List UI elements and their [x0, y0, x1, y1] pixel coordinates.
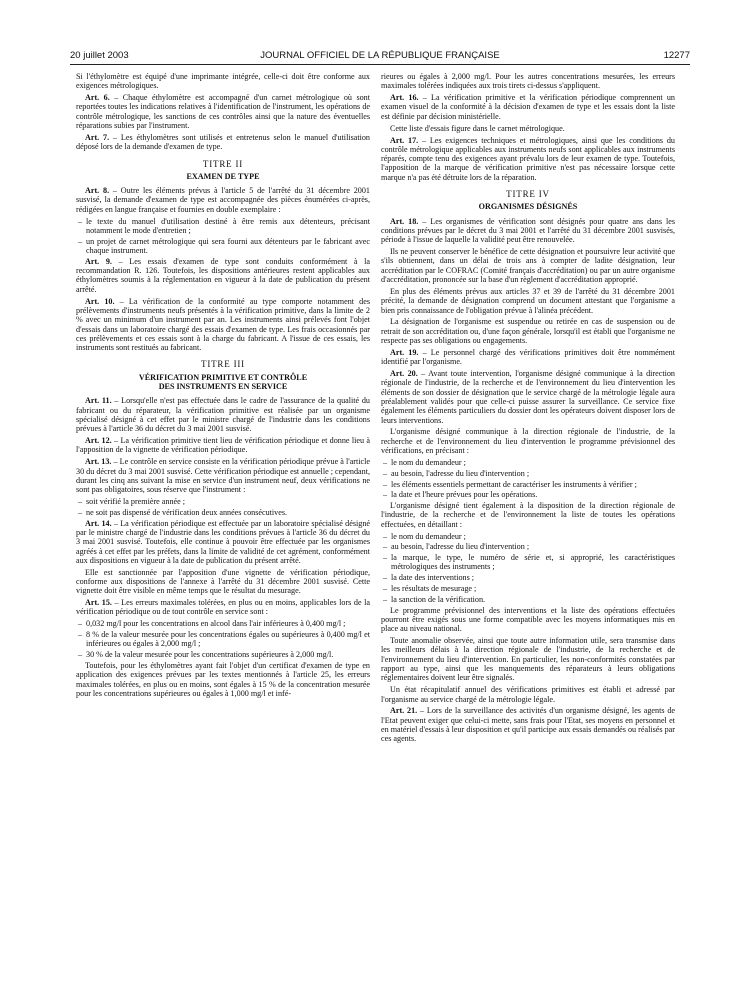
list-item: – 8 % de la valeur mesurée pour les concentrations égales ou supérieures à 0,400 mg/l et inférieures ou égales à 2,000 mg/l ; — [76, 630, 370, 649]
paragraph: Un état récapitulatif annuel des vérifications primitives est établi et adressé par l'organisme au service chargé de la métrologie légale. — [381, 685, 675, 704]
right-column — [381, 72, 675, 746]
article-20 — [381, 369, 675, 425]
article-text: – Les éthylomètres sont utilisés et entretenus selon le manuel d'utilisation déposé lors de la demande d'examen de type. — [76, 132, 370, 152]
article-label: Art. 16. — [390, 93, 419, 103]
list-item: – le texte du manuel d'utilisation destiné à être remis aux détenteurs, précisant notamment le mode d'entretien ; — [76, 217, 370, 236]
list-item: – la date et l'heure prévues pour les opérations. — [381, 490, 675, 499]
article-18 — [381, 217, 675, 245]
paragraph: Le programme prévisionnel des interventions et la liste des opérations effectuées pourront être exigés sous une forme compatible avec les moyens informatiques mis en place au niveau national. — [381, 605, 675, 634]
article-label: Art. 19. — [390, 347, 419, 357]
article-text: – La vérification primitive et la vérification périodique comprennent un examen visuel de la conformité à la décision d'examen de type et les essais dont la liste est définie par décision ministérielle. — [381, 93, 675, 121]
list-item: – soit vérifié la première année ; — [76, 497, 370, 506]
paragraph: rieures ou égales à 2,000 mg/l. Pour les autres concentrations mesurées, les erreurs maximales tolérées indiquées aux trois tirets ci-dessus s'appliquent. — [381, 72, 675, 91]
header-date: 20 juillet 2003 — [70, 50, 129, 61]
article-label: Art. 18. — [390, 216, 419, 226]
article-15 — [76, 598, 370, 617]
article-text: – Chaque éthylomètre est accompagné d'un carnet métrologique où sont reportées toutes les indications relatives à l'identification de l'instrument, les opérations de contrôle métrologique, les sanctions de ces contrôles ainsi que la nature des éventuelles réparations subies par l'instrument. — [76, 93, 370, 131]
list-item: – au besoin, l'adresse du lieu d'intervention ; — [381, 469, 675, 478]
paragraph: Si l'éthylomètre est équipé d'une imprimante intégrée, celle-ci doit être conforme aux exigences métrologiques. — [76, 72, 370, 91]
article-7 — [76, 133, 370, 152]
list-item: – la marque, le type, le numéro de série et, si approprié, les caractéristiques métrologiques des instruments ; — [381, 553, 675, 572]
article-17 — [381, 136, 675, 182]
titre-heading: TITRE III — [201, 359, 245, 370]
article-11 — [76, 396, 370, 433]
list-item: – les résultats de mesurage ; — [381, 584, 675, 593]
titre-heading: TITRE IV — [506, 189, 550, 200]
article-label: Art. 17. — [390, 135, 419, 145]
article-12 — [76, 436, 370, 455]
article-21 — [381, 706, 675, 743]
article-text: – Les exigences techniques et métrologiques, ainsi que les conditions du contrôle métrologique applicables aux instruments neufs sont applicables aux instruments réparés, compte tenu des exigences ayant prévalu lors de leur examen de type. Toutefois, l'apposition de la marque de vérification primitive n'est pas nécessaire lorsque cette marque n'a pas été détruite lors de la réparation. — [381, 135, 675, 182]
paragraph: La désignation de l'organisme est suspendue ou retirée en cas de suspension ou de retrait de son accréditation ou, d'une façon générale, lorsqu'il est établi que l'organisme ne respecte pas ses obligations ou engagements. — [381, 317, 675, 345]
article-13 — [76, 457, 370, 494]
article-label: Art. 15. — [85, 598, 112, 608]
left-column — [76, 72, 370, 701]
list-item: – 30 % de la valeur mesurée pour les concentrations supérieures à 2,000 mg/l. — [76, 650, 370, 659]
article-label: Art. 8. — [85, 186, 110, 196]
article-label: Art. 9. — [85, 256, 112, 266]
article-label: Art. 12. — [85, 436, 112, 446]
list-item: – au besoin, l'adresse du lieu d'intervention ; — [381, 542, 675, 551]
article-16 — [381, 93, 675, 121]
paragraph: Cette liste d'essais figure dans le carnet métrologique. — [390, 123, 565, 133]
titre-subheading: ORGANISMES DÉSIGNÉS — [478, 202, 578, 212]
paragraph: En plus des éléments prévus aux articles 37 et 39 de l'arrêté du 31 décembre 2001 précité, la demande de désignation comprend un document attestant que l'organisme a bien pris connaissance de l'obligation prévue à l'alinéa précédent. — [381, 286, 675, 315]
article-label: Art. 11. — [85, 396, 112, 406]
article-label: Art. 7. — [85, 132, 110, 142]
list-item: – un projet de carnet métrologique qui sera fourni aux détenteurs par le fabricant avec chaque instrument. — [76, 237, 370, 256]
page-header — [70, 48, 690, 65]
list-item: – la sanction de la vérification. — [381, 595, 675, 604]
article-text: – Le personnel chargé des vérifications primitives doit être nommément identifié par l'organisme. — [381, 347, 675, 367]
article-text: – Les organismes de vérification sont désignés pour quatre ans dans les conditions prévues par le décret du 3 mai 2001 et l'arrêté du 31 décembre 2001 susvisés, période à l'issue de laquelle la validité peut être renouvelée. — [381, 216, 675, 245]
article-label: Art. 14. — [85, 518, 112, 528]
titre-subheading: EXAMEN DE TYPE — [186, 171, 260, 181]
article-8 — [76, 186, 370, 214]
titre-subheading: DES INSTRUMENTS EN SERVICE — [158, 381, 288, 391]
article-label: Art. 6. — [85, 93, 110, 103]
paragraph: L'organisme désigné tient également à la disposition de la direction régionale de l'industrie, de la recherche et de l'environnement la liste de toutes les opérations effectuées, en détaillant : — [381, 501, 675, 529]
titre-subheading: VÉRIFICATION PRIMITIVE ET CONTRÔLE — [138, 372, 308, 382]
article-text: – La vérification périodique est effectuée par un laboratoire spécialisé désigné par le ministre chargé de l'industrie dans les conditions prévues à l'article 36 du décret du 3 mai 2001 susvisé. Toutefois, elle continue à pouvoir être effectuée par les organismes agréés à cet effet par les préfets, dans la limite de validité de cet agrément, conformément aux dispositions en vigueur à la date de publication du présent arrêté. — [76, 518, 370, 565]
article-text: – Outre les éléments prévus à l'article 5 de l'arrêté du 31 décembre 2001 susvisé, la demande d'examen de type est accompagnée des pièces énumérées ci-après, rédigées en langue française et fournies en double exemplaire : — [76, 186, 370, 214]
article-6 — [76, 93, 370, 130]
paragraph: Ils ne peuvent conserver le bénéfice de cette désignation et poursuivre leur activité que s'ils obtiennent, dans un délai de trois ans à compter de ladite désignation, leur accréditation par le COFRAC (Comité français d'accréditation) ou par un autre organisme d'accréditation, prononcée sur la base d'un règlement d'accréditation approprié. — [381, 247, 675, 285]
article-label: Art. 21. — [390, 706, 418, 716]
article-text: – Avant toute intervention, l'organisme désigné communique à la direction régionale de l'industrie, de la recherche et de l'environnement du lieu d'intervention les éléments de son dossier de désignation que le service chargé de la métrologie légale aura préalablement validés pour que celle-ci puisse assurer la surveillance. Ce service fixe également les éléments particuliers du dossier dont les opérateurs doivent disposer lors de leurs interventions. — [381, 369, 675, 425]
header-journal-title: JOURNAL OFFICIEL DE LA RÉPUBLIQUE FRANÇAISE — [260, 50, 500, 61]
paragraph: Toutefois, pour les éthylomètres ayant fait l'objet d'un certificat d'examen de type en application des exigences prévues par les textes mentionnés à l'article 25, les erreurs maximales tolérées, en plus ou en moins, sont égales à 15 % de la concentration mesurée pour les concentrations supérieures ou égales à 1,000 mg/l et infé- — [76, 661, 370, 698]
article-19 — [381, 348, 675, 367]
article-text: – Le contrôle en service consiste en la vérification périodique prévue à l'article 30 du décret du 3 mai 2001 susvisé. Cette vérification périodique est annuelle ; cependant, durant les cinq ans suivant la mise en service d'un instrument neuf, deux vérifications ne sont pas obligatoires, sous réserve que l'instrument : — [76, 457, 370, 495]
list-item: – les éléments essentiels permettant de caractériser les instruments à vérifier ; — [381, 480, 675, 489]
article-text: – Les essais d'examen de type sont conduits conformément à la recommandation R. 126. Toutefois, les dispositions antérieures restent applicables aux éthylomètres soumis à la réglementation en vigueur à la date de publication du présent arrêté. — [76, 256, 370, 294]
header-page-number: 12277 — [663, 50, 690, 61]
list-item: – ne soit pas dispensé de vérification deux années consécutives. — [76, 508, 370, 517]
article-14 — [76, 519, 370, 565]
list-item: – le nom du demandeur ; — [381, 458, 675, 467]
article-text: – Lors de la surveillance des activités d'un organisme désigné, les agents de l'Etat peuvent exiger que celui-ci mette, sans frais pour l'Etat, ses moyens en personnel et en matériel d'essais à leur disposition et qu'il participe aux essais demandés ou réalisés par ces agents. — [381, 706, 676, 744]
article-9 — [76, 257, 370, 294]
list-item: – 0,032 mg/l pour les concentrations en alcool dans l'air inférieures à 0,400 mg/l ; — [76, 619, 370, 628]
article-text: – La vérification primitive tient lieu de vérification périodique et donne lieu à l'apposition de la vignette de vérification périodique. — [76, 436, 370, 455]
article-10 — [76, 297, 370, 353]
article-label: Art. 10. — [85, 296, 115, 306]
paragraph: Toute anomalie observée, ainsi que toute autre information utile, sera transmise dans les meilleurs délais à la direction régionale de l'industrie, de la recherche et de l'environnement du lieu d'intervention. En particulier, les non-conformités constatées par rapport au type, ainsi que les manquements des réparateurs à leurs obligations réglementaires doivent leur être signalés. — [381, 636, 675, 683]
article-text: – Lorsqu'elle n'est pas effectuée dans le cadre de l'assurance de la qualité du fabricant ou du réparateur, la vérification primitive est réalisée par un organisme spécialisé désigné à cet effet par le ministre chargé de l'industrie dans les conditions prévues à l'article 36 du décret du 3 mai 2001 susvisé. — [76, 396, 370, 434]
list-item: – la date des interventions ; — [381, 573, 675, 582]
paragraph: Elle est sanctionnée par l'apposition d'une vignette de vérification périodique, conforme aux dispositions de l'annexe à l'arrêté du 31 décembre 2001 susvisé. Cette vignette doit être visible en même temps que le résultat du mesurage. — [76, 567, 370, 596]
titre-heading: TITRE II — [202, 158, 244, 169]
list-item: – le nom du demandeur ; — [381, 532, 675, 541]
article-text: – La vérification de la conformité au type comporte notamment des prélèvements d'instruments neufs présentés à la vérification primitive, dans la limite de 2 % avec un minimum d'un instrument par an. Les instruments ainsi prélevés font l'objet d'essais dans un laboratoire chargé des essais d'examen de type. Les frais occasionnés par ces prélèvements et ces essais sont à la charge du fabricant. A l'issue de ces essais, les instruments sont restitués au fabricant. — [76, 296, 371, 353]
article-text: – Les erreurs maximales tolérées, en plus ou en moins, applicables lors de la vérification périodique ou de tout contrôle en service sont : — [76, 598, 370, 617]
article-label: Art. 20. — [390, 369, 418, 379]
paragraph: L'organisme désigné communique à la direction régionale de l'industrie, de la recherche et de l'environnement du lieu d'intervention le programme prévisionnel des vérifications, en précisant : — [381, 427, 675, 456]
article-label: Art. 13. — [85, 457, 112, 467]
